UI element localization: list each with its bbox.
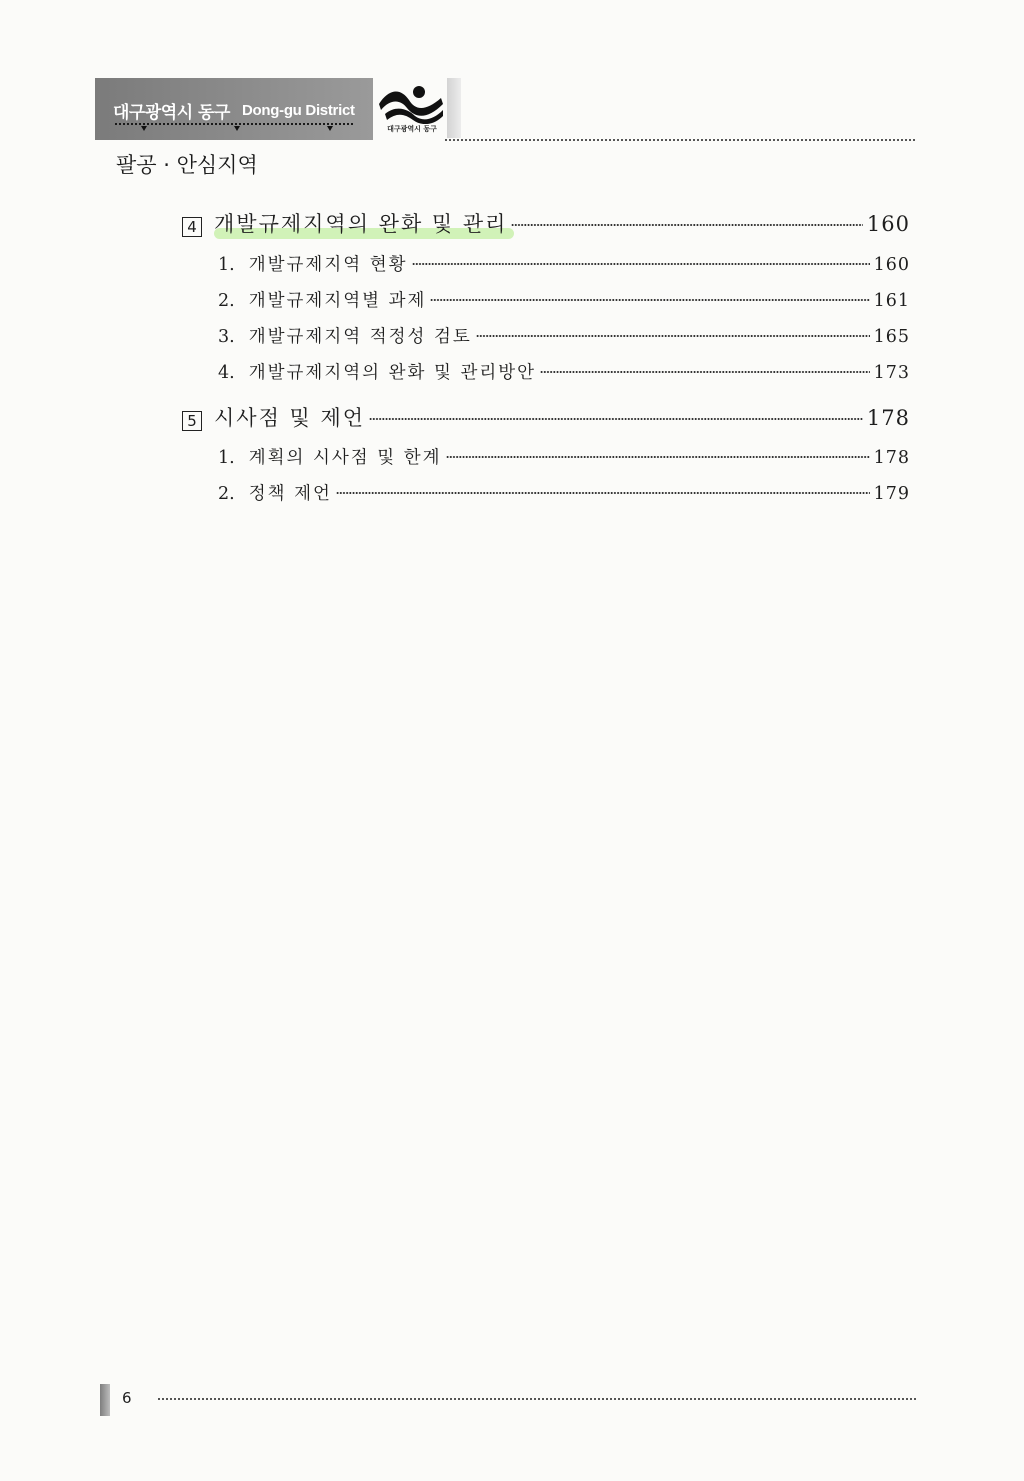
section-title: 시사점 및 제언 — [214, 406, 366, 430]
item-title: 정책 제언 — [248, 484, 332, 504]
page-number: 179 — [873, 484, 910, 504]
dong-gu-emblem-icon — [375, 82, 447, 138]
page-number: 161 — [873, 291, 910, 311]
toc-item[interactable] — [218, 323, 910, 348]
page-number: 178 — [866, 406, 910, 430]
emblem-graphic — [375, 82, 447, 124]
item-title: 개발규제지역별 과제 — [248, 291, 427, 311]
header-tab-marker — [447, 78, 461, 138]
page-number: 165 — [873, 327, 910, 347]
toc-item[interactable] — [218, 359, 910, 384]
toc-section-4[interactable] — [182, 208, 910, 238]
toc-item[interactable] — [218, 287, 910, 312]
section-number-box: 5 — [182, 411, 202, 431]
toc-item[interactable] — [218, 251, 910, 276]
dot-leader — [446, 455, 870, 459]
section-number-box: 4 — [182, 217, 202, 237]
dot-leader — [476, 334, 870, 338]
dot-leader — [540, 370, 870, 374]
item-number: 2. — [218, 291, 235, 311]
arrow-marker-icon — [141, 126, 147, 131]
banner-dotted-rule — [115, 123, 353, 125]
item-number: 3. — [218, 327, 235, 347]
page-number: 160 — [866, 212, 910, 236]
item-title: 계획의 시사점 및 한계 — [248, 448, 442, 468]
item-number: 1. — [218, 448, 235, 468]
page-number: 173 — [873, 363, 910, 383]
footer-bar — [100, 1384, 110, 1416]
page-number: 160 — [873, 255, 910, 275]
emblem-caption: 대구광역시 동구 — [387, 125, 437, 133]
region-title: 팔공 · 안심지역 — [116, 153, 258, 177]
item-title: 개발규제지역 현황 — [248, 255, 408, 275]
dot-leader — [511, 223, 862, 227]
item-title: 개발규제지역의 완화 및 관리방안 — [248, 363, 537, 383]
item-number: 4. — [218, 363, 235, 383]
org-name-korean: 대구광역시 동구 — [113, 103, 230, 123]
arrow-marker-icon — [327, 126, 333, 131]
dot-leader — [369, 417, 863, 421]
toc-section-5[interactable] — [182, 402, 910, 432]
item-title: 개발규제지역 적정성 검토 — [248, 327, 472, 347]
org-name-english: Dong-gu District — [242, 102, 355, 119]
dot-leader — [336, 491, 870, 495]
arrow-marker-icon — [234, 126, 240, 131]
dot-leader — [430, 298, 869, 302]
header-banner — [95, 78, 373, 140]
item-number: 2. — [218, 484, 235, 504]
footer-dotted-rule — [158, 1398, 916, 1400]
page-number: 178 — [873, 448, 910, 468]
section-title: 개발규제지역의 완화 및 관리 — [214, 212, 508, 236]
item-number: 1. — [218, 255, 235, 275]
toc-item[interactable] — [218, 480, 910, 505]
header-dotted-rule — [445, 139, 915, 141]
footer-page-number: 6 — [122, 1389, 132, 1407]
dot-leader — [412, 262, 870, 266]
toc-item[interactable] — [218, 444, 910, 469]
